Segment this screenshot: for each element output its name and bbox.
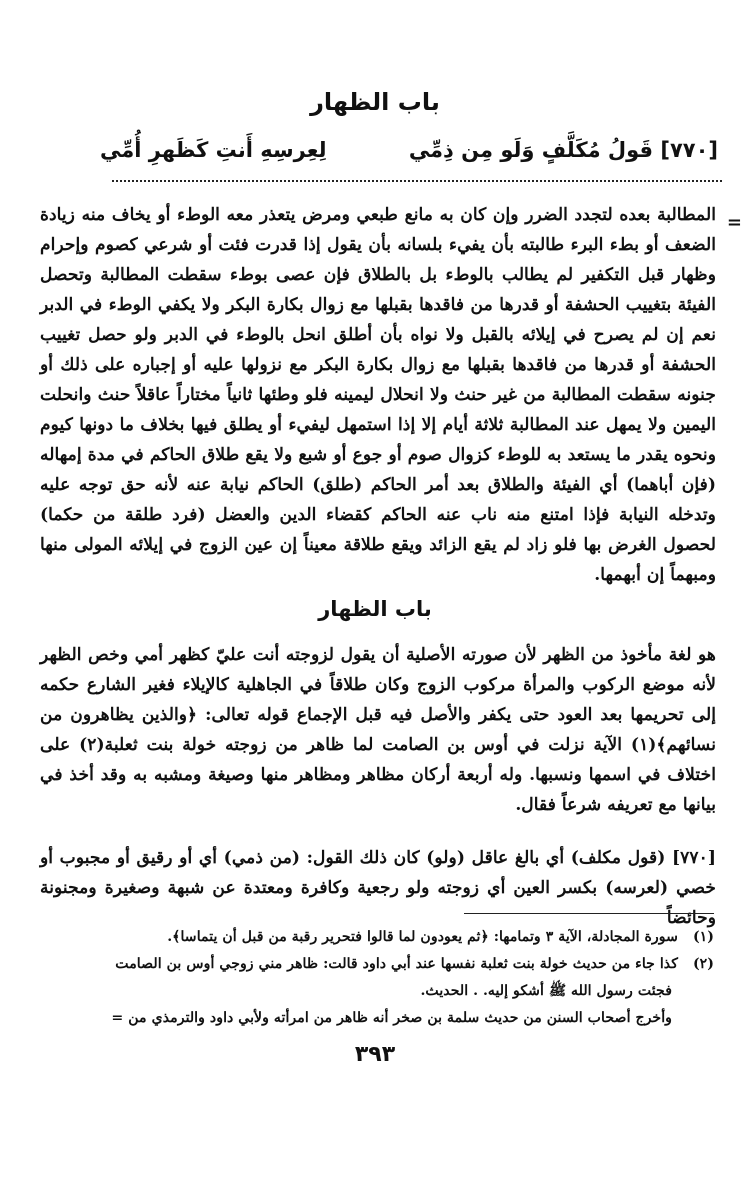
page-number: ٣٩٣ <box>354 1042 396 1067</box>
commentary-paragraph-3: [٧٧٠] (قول مكلف) أي بالغ عاقل (ولو) كان ذلك القول: (من ذمي) أي أو رقيق أو مجبوب أو خصي (لعرسه) بكسر العين أي زوجته ولو رجعية وكافرة ومعتدة عن شبهة وصغيرة ومجنونة وحائضاً <box>40 848 716 928</box>
section-heading: باب الظهار <box>318 597 432 621</box>
verse-second-hemistich: لِعِرسِهِ أَنتِ كَظَهرِ أُمِّي <box>100 138 327 162</box>
footnote-1 <box>40 924 714 951</box>
footnote-number: (٢) <box>692 956 714 972</box>
commentary-paragraph-1: المطالبة بعده لتجدد الضرر وإن كان به مانع طبعي ومرض يتعذر معه الوطء أو يخاف منه زيادة الضعف أو بطء البرء طالبته بأن يفيء بلسانه بأن يقول إذا قدرت فئت أو شرعي كصوم وإحرام وظهار قبل التكفير لم يطالب بالوطء بل بالطلاق فإن عصى بوطء سقطت المطالبة وتحصل الفيئة بتغييب الحشفة أو قدرها من فاقدها بقبلها مع زوال بكارة البكر ولا يكفي الوطء في الدبر نعم إن لم يصرح في إيلائه بالقبل ولا نواه بأن أطلق انحل بالوطء في الدبر ولو حصل تغييب الحشفة أو قدرها من فاقدها بقبلها مع زوال بكارة البكر مع نزولها عليه أو إجباره على ذلك أو جنونه سقطت المطالبة من غير حنث ولا انحلال ليمينه فلو وطئها ثانياً مختاراً عاقلاً حنث وانحلت اليمين ولا يمهل عند المطالبة ثلاثة أيام إلا إذا استمهل ليفيء أو يطلق فيها بخلاف ما دونها كيوم ونحوه يقدر ما يستعد به للوطء كزوال صوم أو جوع أو شبع ولا يقع طلاق الحاكم في مدة إمهاله (فإن أباهما) أي الفيئة والطلاق بعد أمر الحاكم (طلق) الحاكم نيابة عنه لأنه حق توجه عليه وتدخله النيابة فإذا امتنع منه ناب عنه الحاكم كقضاء الدين والعضل (فرد طلقة من حكما) لحصول الغرض بها فلو زاد لم يقع الزائد ويقع طلاقة معيناً إن عين الزوج في إيلائه المولى منها ومبهماً إن أبهمها. <box>40 205 717 585</box>
footnote-2 <box>40 951 714 978</box>
poem-verse <box>100 138 718 172</box>
footnote-divider <box>464 913 714 914</box>
dotted-divider <box>112 180 722 182</box>
chapter-title: باب الظهار <box>310 88 440 116</box>
footnote-text: سورة المجادلة، الآية ٣ وتمامها: ﴿ثم يعودون لما قالوا فتحرير رقبة من قبل أن يتماسا﴾. <box>167 929 678 945</box>
footnote-number: (١) <box>692 929 714 945</box>
footnotes <box>40 924 714 1032</box>
continuation-mark: = <box>726 212 742 233</box>
footnote-2-continuation <box>40 1005 714 1032</box>
commentary-paragraph-2: هو لغة مأخوذ من الظهر لأن صورته الأصلية أن يقول لزوجته أنت عليّ كظهر أمي وخص الظهر لأنه موضع الركوب والمرأة مركوب الزوج وكان طلاقاً في الجاهلية كالإيلاء فغير الشارع حكمه إلى تحريمها بعد العود حتى يكفر والأصل فيه قبل الإجماع قوله تعالى: ﴿والذين يظاهرون من نسائهم﴾(١) الآية نزلت في أوس بن الصامت لما ظاهر من زوجته خولة بنت ثعلبة(٢) على اختلاف في اسمها ونسبها. وله أربعة أركان مظاهر ومظاهر منها وصيغة ومشبه به وقد أخذ في بيانها مع تعريفه شرعاً فقال. <box>40 645 716 815</box>
verse-first-hemistich: [٧٧٠] قَولُ مُكَلَّفٍ وَلَو مِن ذِمِّي <box>408 138 718 162</box>
footnote-text: وأخرج أصحاب السنن من حديث سلمة بن صخر أنه ظاهر من امرأته ولأبي داود والترمذي من = <box>111 1010 672 1026</box>
footnote-2-continuation <box>40 978 714 1005</box>
footnote-text: كذا جاء من حديث خولة بنت ثعلبة نفسها عند أبي داود قالت: ظاهر مني زوجي أوس بن الصامت <box>115 956 678 972</box>
footnote-text: فجئت رسول الله ﷺ أشكو إليه. . الحديث. <box>420 983 672 999</box>
